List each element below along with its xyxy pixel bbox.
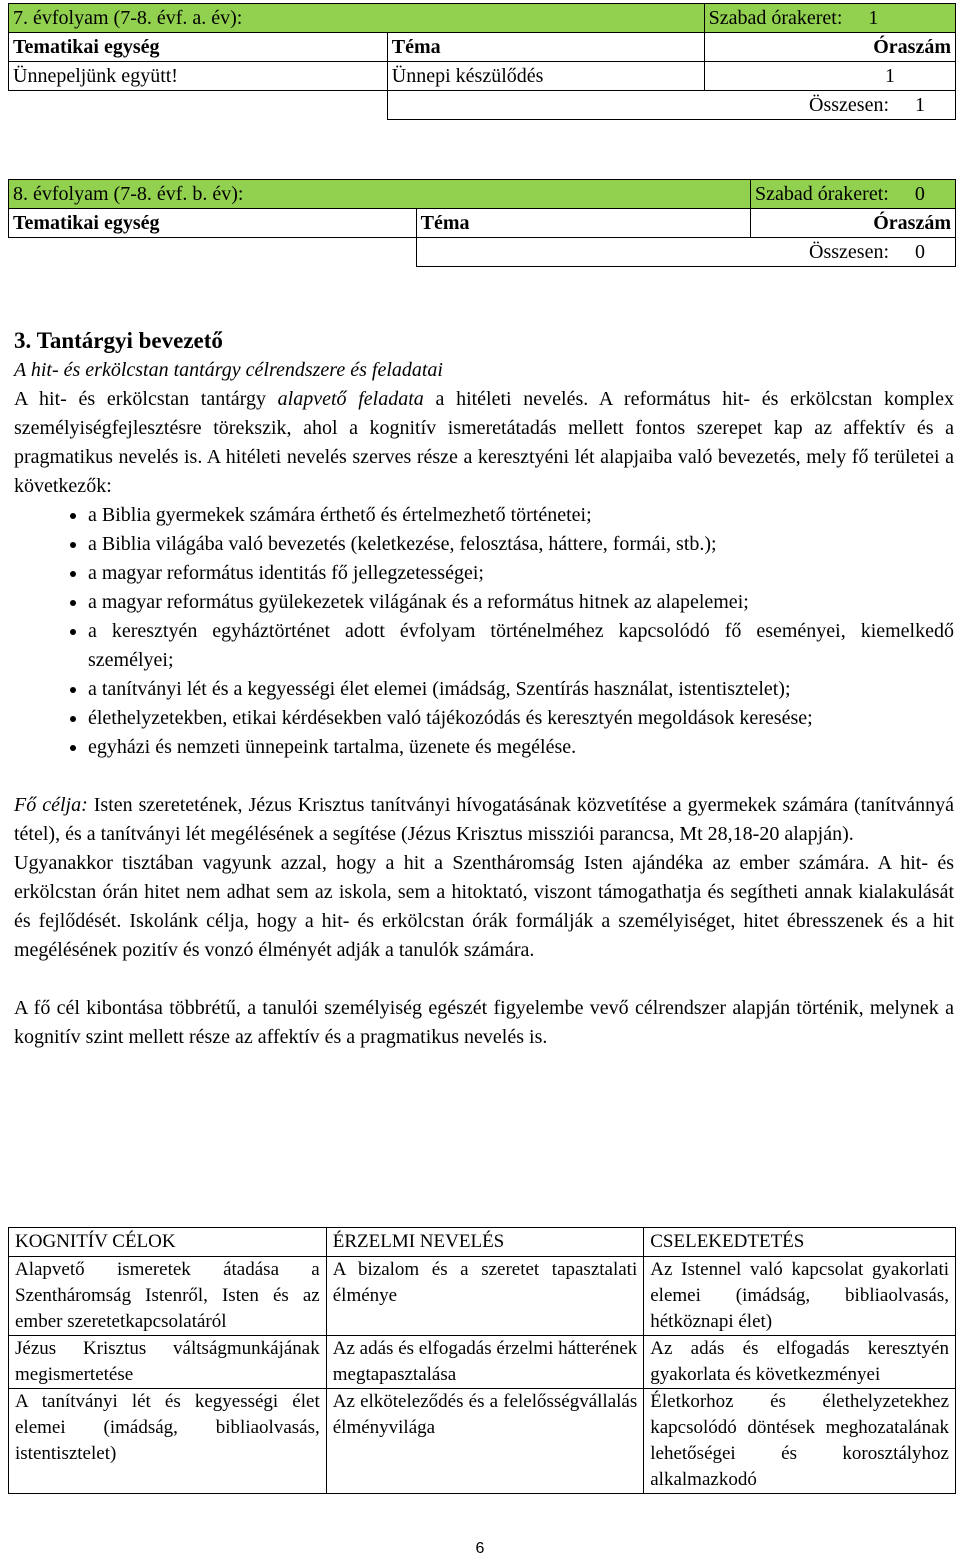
goal-paragraph: Fő célja: Isten szeretetének, Jézus Krisztus tanítványi hívogatásának közvetítése a gyermekek számára (tanítvánnyá tétel), és a tanítványi lét megélésének a segítése (Jézus Krisztus missziói parancsa, Mt 28,18-20 alapján). xyxy=(14,794,954,845)
list-item: • egyházi és nemzeti ünnepeink tartalma, üzenete és megélése. xyxy=(88,733,954,762)
list-item: • a tanítványi lét és a kegyességi élet elemei (imádság, Szentírás használat, istentisztelet); xyxy=(88,675,954,704)
goals-col-emotional: ÉRZELMI NEVELÉS xyxy=(326,1228,644,1257)
table-cell: Alapvető ismeretek átadása a Szentháromság Istenről, Isten és az ember szeretetkapcsolatáról xyxy=(9,1257,327,1336)
grade8-col-unit: Tematikai egység xyxy=(9,209,417,238)
grade7-col-unit: Tematikai egység xyxy=(9,33,388,62)
goals-col-cognitive: KOGNITÍV CÉLOK xyxy=(9,1228,327,1257)
grade7-total: Összesen: 1 xyxy=(387,91,955,120)
grade8-title: 8. évfolyam (7-8. évf. b. év): xyxy=(9,180,751,209)
grade7-row-hours: 1 xyxy=(704,62,955,91)
list-item: • a Biblia gyermekek számára érthető és értelmezhető történetei; xyxy=(88,501,954,530)
grade7-row-unit: Ünnepeljünk együtt! xyxy=(9,62,388,91)
table-row xyxy=(9,1257,956,1336)
page-number: 6 xyxy=(475,1540,485,1557)
bullet-list xyxy=(14,501,954,762)
grade7-total-row xyxy=(9,91,956,120)
goals-table xyxy=(8,1227,956,1494)
grade7-header-row xyxy=(9,33,956,62)
table-cell: A bizalom és a szeretet tapasztalati élménye xyxy=(326,1257,644,1336)
grade7-col-hours: Óraszám xyxy=(704,33,955,62)
list-item: • élethelyzetekben, etikai kérdésekben való tájékozódás és keresztyén megoldások keresése; xyxy=(88,704,954,733)
table-cell: Jézus Krisztus váltságmunkájának megismertetése xyxy=(9,1336,327,1389)
table-cell: Az Istennel való kapcsolat gyakorlati elemei (imádság, bibliaolvasás, hétköznapi élet) xyxy=(644,1257,956,1336)
table-cell: Az adás és elfogadás keresztyén gyakorlata és következményei xyxy=(644,1336,956,1389)
table-row xyxy=(9,1336,956,1389)
goals-col-action: CSELEKEDTETÉS xyxy=(644,1228,956,1257)
goals-header-row xyxy=(9,1228,956,1257)
grade8-col-hours: Óraszám xyxy=(751,209,956,238)
grade8-total-row xyxy=(9,238,956,267)
table-cell: Életkorhoz és élethelyzetekhez kapcsolódó döntések meghozatalának lehetőségei és korosztályhoz alkalmazkodó xyxy=(644,1389,956,1494)
grade8-title-row xyxy=(9,180,956,209)
faith-paragraph: Ugyanakkor tisztában vagyunk azzal, hogy a hit a Szentháromság Isten ajándéka az ember számára. A hit- és erkölcstan órán hitet nem adhat sem az iskola, sem a hitoktató, viszont támogathatja és segítheti annak kialakulását és fejlődését. Iskolánk célja, hogy a hit- és erkölcstan órák formálják a személyiséget, hitet ébresszenek és a hit megélésének pozitív és vonzó élményét adják a tanulók számára. xyxy=(14,852,954,961)
grade7-col-topic: Téma xyxy=(387,33,704,62)
list-item: • a magyar református gyülekezetek világának és a református hitnek az alapelemei; xyxy=(88,588,954,617)
table-cell: A tanítványi lét és kegyességi élet elemei (imádság, bibliaolvasás, istentisztelet) xyxy=(9,1389,327,1494)
grade7-title: 7. évfolyam (7-8. évf. a. év): xyxy=(9,4,705,33)
grade7-title-row xyxy=(9,4,956,33)
goal-label: Fő célja: xyxy=(14,794,88,816)
grade8-total: Összesen: 0 xyxy=(416,238,955,267)
list-item: • a magyar református identitás fő jellegzetességei; xyxy=(88,559,954,588)
emphasis-text: alapvető feladata xyxy=(277,388,424,410)
table-row xyxy=(9,62,956,91)
section-subheading: A hit- és erkölcstan tantárgy célrendszere és feladatai xyxy=(14,359,443,381)
section-body xyxy=(14,326,954,1052)
table-cell: Az adás és elfogadás érzelmi hátterének megtapasztalása xyxy=(326,1336,644,1389)
grade7-hours-table xyxy=(8,3,956,120)
intro-paragraph: A hit- és erkölcstan tantárgy alapvető feladata a hitéleti nevelés. A református hit- és erkölcstan komplex személyiségfejlesztésre törekszik, ahol a kognitív ismeretátadás mellett fontos szerepet kap az affektív és a pragmatikus nevelés is. A hitéleti nevelés szerves része a keresztyéni lét alapjaiba való bevezetés, mely fő területei a következők: xyxy=(14,388,954,497)
grade7-free-hours: Szabad órakeret: 1 xyxy=(704,4,955,33)
list-item: • a keresztyén egyháztörténet adott évfolyam történelméhez kapcsolódó fő eseményei, kiemelkedő személyei; xyxy=(88,617,954,675)
grade8-header-row xyxy=(9,209,956,238)
grade8-free-hours: Szabad órakeret: 0 xyxy=(751,180,956,209)
table-cell: Az elköteleződés és a felelősségvállalás élményvilága xyxy=(326,1389,644,1494)
grade8-hours-table xyxy=(8,179,956,267)
grade7-row-topic: Ünnepi készülődés xyxy=(387,62,704,91)
list-item: • a Biblia világába való bevezetés (keletkezése, felosztása, háttere, formái, stb.); xyxy=(88,530,954,559)
section-heading: 3. Tantárgyi bevezető xyxy=(14,328,223,353)
grade8-col-topic: Téma xyxy=(416,209,750,238)
closing-paragraph: A fő cél kibontása többrétű, a tanulói személyiség egészét figyelembe vevő célrendszer alapján történik, melynek a kognitív szint mellett része az affektív és a pragmatikus nevelés is. xyxy=(14,997,954,1048)
table-row xyxy=(9,1389,956,1494)
